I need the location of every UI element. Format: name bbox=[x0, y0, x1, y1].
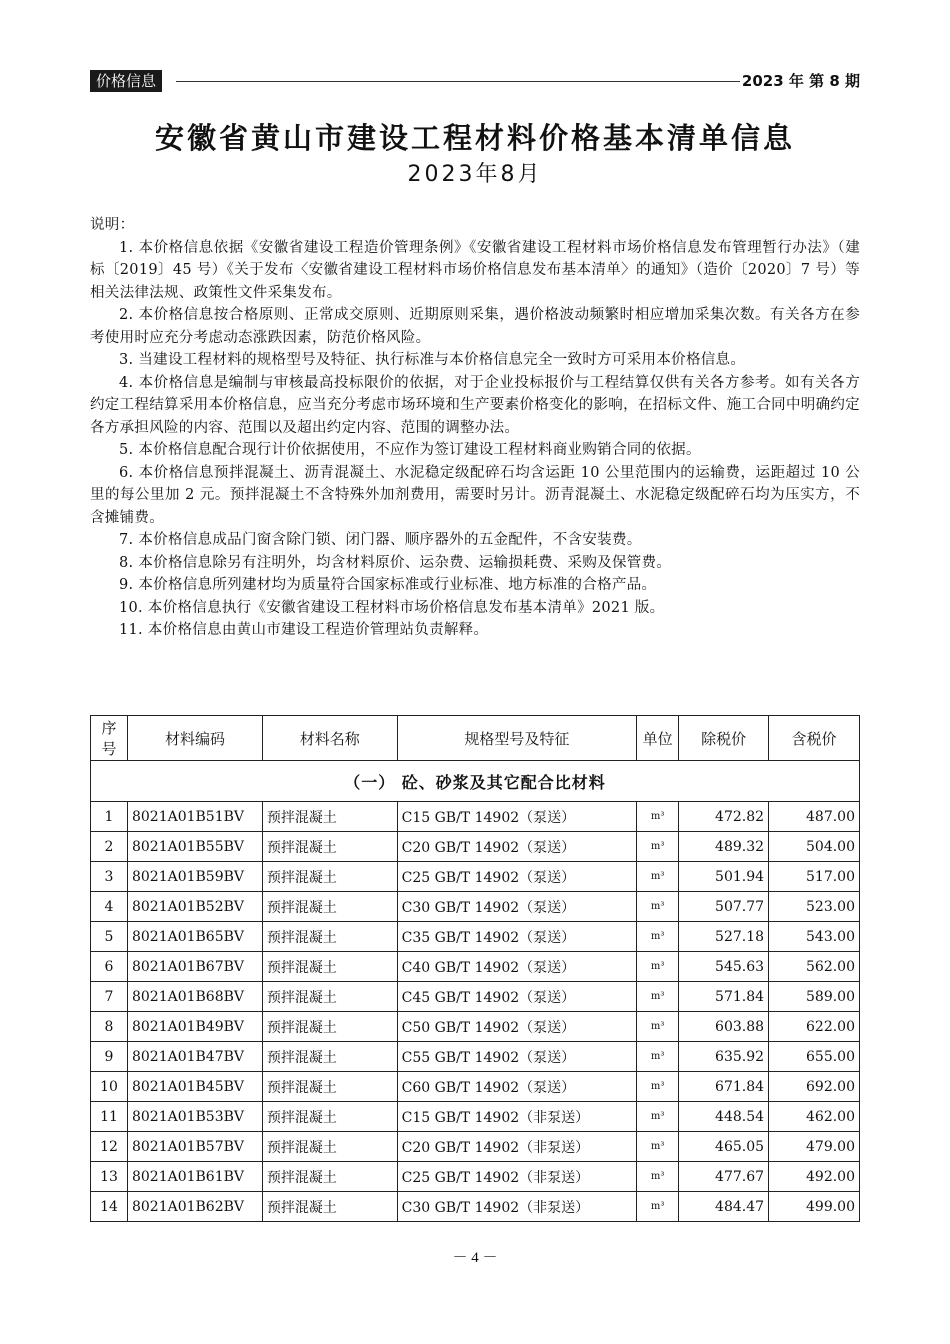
unit: m³ bbox=[637, 802, 679, 832]
price-ex-tax: 465.05 bbox=[679, 1132, 769, 1162]
row-index: 10 bbox=[91, 1072, 128, 1102]
material-code: 8021A01B53BV bbox=[127, 1102, 262, 1132]
page-subtitle: 2023年8月 bbox=[407, 162, 543, 187]
table-row bbox=[91, 1012, 860, 1042]
unit: m³ bbox=[637, 1072, 679, 1102]
unit: m³ bbox=[637, 922, 679, 952]
unit: m³ bbox=[637, 1042, 679, 1072]
spec: C30 GB/T 14902（非泵送） bbox=[397, 1192, 637, 1222]
material-code: 8021A01B67BV bbox=[127, 952, 262, 982]
col-header-unit: 单位 bbox=[637, 716, 679, 761]
note-item: 1. 本价格信息依据《安徽省建设工程造价管理条例》《安徽省建设工程材料市场价格信息发布管理暂行办法》（建标〔2019〕45 号）《关于发布〈安徽省建设工程材料市场价格信息发布基本清单〉的通知》（造价〔2020〕7 号）等相关法律法规、政策性文件采集发布。 bbox=[90, 239, 860, 301]
row-index: 2 bbox=[91, 832, 128, 862]
row-index: 6 bbox=[91, 952, 128, 982]
row-index: 1 bbox=[91, 802, 128, 832]
material-code: 8021A01B57BV bbox=[127, 1132, 262, 1162]
material-code: 8021A01B52BV bbox=[127, 892, 262, 922]
note-item: 11. 本价格信息由黄山市建设工程造价管理站负责解释。 bbox=[119, 622, 489, 638]
material-code: 8021A01B68BV bbox=[127, 982, 262, 1012]
material-name: 预拌混凝土 bbox=[262, 892, 397, 922]
table-row bbox=[91, 952, 860, 982]
note-item: 5. 本价格信息配合现行计价依据使用，不应作为签订建设工程材料商业购销合同的依据。 bbox=[119, 442, 701, 458]
price-inc-tax: 492.00 bbox=[769, 1162, 860, 1192]
material-name: 预拌混凝土 bbox=[262, 1072, 397, 1102]
header-rule bbox=[176, 81, 740, 82]
note-item: 3. 当建设工程材料的规格型号及特征、执行标准与本价格信息完全一致时方可采用本价格信息。 bbox=[119, 352, 746, 368]
spec: C25 GB/T 14902（泵送） bbox=[397, 862, 637, 892]
table-row bbox=[91, 802, 860, 832]
price-inc-tax: 462.00 bbox=[769, 1102, 860, 1132]
unit: m³ bbox=[637, 1192, 679, 1222]
col-header-spec: 规格型号及特征 bbox=[397, 716, 637, 761]
material-name: 预拌混凝土 bbox=[262, 1192, 397, 1222]
unit: m³ bbox=[637, 862, 679, 892]
spec: C40 GB/T 14902（泵送） bbox=[397, 952, 637, 982]
row-index: 14 bbox=[91, 1192, 128, 1222]
table-row bbox=[91, 1192, 860, 1222]
price-ex-tax: 545.63 bbox=[679, 952, 769, 982]
material-code: 8021A01B45BV bbox=[127, 1072, 262, 1102]
notes-heading: 说明： bbox=[90, 217, 135, 233]
spec: C60 GB/T 14902（泵送） bbox=[397, 1072, 637, 1102]
price-inc-tax: 562.00 bbox=[769, 952, 860, 982]
material-code: 8021A01B55BV bbox=[127, 832, 262, 862]
material-name: 预拌混凝土 bbox=[262, 802, 397, 832]
row-index: 12 bbox=[91, 1132, 128, 1162]
price-inc-tax: 622.00 bbox=[769, 1012, 860, 1042]
spec: C15 GB/T 14902（非泵送） bbox=[397, 1102, 637, 1132]
row-index: 3 bbox=[91, 862, 128, 892]
material-name: 预拌混凝土 bbox=[262, 922, 397, 952]
row-index: 11 bbox=[91, 1102, 128, 1132]
material-code: 8021A01B49BV bbox=[127, 1012, 262, 1042]
price-ex-tax: 571.84 bbox=[679, 982, 769, 1012]
price-inc-tax: 589.00 bbox=[769, 982, 860, 1012]
price-ex-tax: 489.32 bbox=[679, 832, 769, 862]
material-code: 8021A01B51BV bbox=[127, 802, 262, 832]
material-name: 预拌混凝土 bbox=[262, 1042, 397, 1072]
page-title: 安徽省黄山市建设工程材料价格基本清单信息 bbox=[154, 121, 795, 155]
unit: m³ bbox=[637, 952, 679, 982]
price-ex-tax: 527.18 bbox=[679, 922, 769, 952]
price-inc-tax: 655.00 bbox=[769, 1042, 860, 1072]
price-ex-tax: 472.82 bbox=[679, 802, 769, 832]
price-inc-tax: 487.00 bbox=[769, 802, 860, 832]
table-row bbox=[91, 1042, 860, 1072]
unit: m³ bbox=[637, 1132, 679, 1162]
row-index: 8 bbox=[91, 1012, 128, 1042]
col-header-price-inc-tax: 含税价 bbox=[769, 716, 860, 761]
material-code: 8021A01B62BV bbox=[127, 1192, 262, 1222]
table-row bbox=[91, 1132, 860, 1162]
price-ex-tax: 484.47 bbox=[679, 1192, 769, 1222]
notes-section bbox=[90, 214, 860, 642]
row-index: 4 bbox=[91, 892, 128, 922]
material-name: 预拌混凝土 bbox=[262, 1162, 397, 1192]
price-ex-tax: 671.84 bbox=[679, 1072, 769, 1102]
price-inc-tax: 479.00 bbox=[769, 1132, 860, 1162]
table-row bbox=[91, 1102, 860, 1132]
spec: C35 GB/T 14902（泵送） bbox=[397, 922, 637, 952]
price-ex-tax: 501.94 bbox=[679, 862, 769, 892]
table-row bbox=[91, 892, 860, 922]
price-inc-tax: 523.00 bbox=[769, 892, 860, 922]
col-header-code: 材料编码 bbox=[127, 716, 262, 761]
price-table bbox=[90, 715, 860, 1222]
section-title: （一） 砼、砂浆及其它配合比材料 bbox=[91, 761, 860, 802]
price-inc-tax: 504.00 bbox=[769, 832, 860, 862]
unit: m³ bbox=[637, 982, 679, 1012]
col-header-index: 序号 bbox=[91, 716, 128, 761]
row-index: 13 bbox=[91, 1162, 128, 1192]
table-row bbox=[91, 1162, 860, 1192]
material-name: 预拌混凝土 bbox=[262, 832, 397, 862]
spec: C55 GB/T 14902（泵送） bbox=[397, 1042, 637, 1072]
unit: m³ bbox=[637, 1012, 679, 1042]
material-name: 预拌混凝土 bbox=[262, 982, 397, 1012]
table-row bbox=[91, 922, 860, 952]
spec: C20 GB/T 14902（非泵送） bbox=[397, 1132, 637, 1162]
material-code: 8021A01B61BV bbox=[127, 1162, 262, 1192]
col-header-price-ex-tax: 除税价 bbox=[679, 716, 769, 761]
issue-label: 2023 年 第 8 期 bbox=[741, 72, 860, 90]
spec: C50 GB/T 14902（泵送） bbox=[397, 1012, 637, 1042]
unit: m³ bbox=[637, 1102, 679, 1132]
material-code: 8021A01B65BV bbox=[127, 922, 262, 952]
unit: m³ bbox=[637, 892, 679, 922]
price-inc-tax: 543.00 bbox=[769, 922, 860, 952]
material-name: 预拌混凝土 bbox=[262, 952, 397, 982]
material-name: 预拌混凝土 bbox=[262, 1012, 397, 1042]
section-row bbox=[91, 761, 860, 802]
note-item: 8. 本价格信息除另有注明外，均含材料原价、运杂费、运输损耗费、采购及保管费。 bbox=[119, 554, 672, 571]
spec: C45 GB/T 14902（泵送） bbox=[397, 982, 637, 1012]
running-header bbox=[90, 70, 860, 94]
spec: C15 GB/T 14902（泵送） bbox=[397, 802, 637, 832]
note-item: 4. 本价格信息是编制与审核最高投标限价的依据，对于企业投标报价与工程结算仅供有关各方参考。如有关各方约定工程结算采用本价格信息，应当充分考虑市场环境和生产要素价格变化的影响，在招标文件、施工合同中明确约定各方承担风险的内容、范围以及超出约定内容、范围的调整办法。 bbox=[90, 374, 860, 436]
table-row bbox=[91, 1072, 860, 1102]
table-header-row bbox=[91, 716, 860, 761]
price-inc-tax: 517.00 bbox=[769, 862, 860, 892]
price-ex-tax: 477.67 bbox=[679, 1162, 769, 1192]
row-index: 7 bbox=[91, 982, 128, 1012]
spec: C20 GB/T 14902（泵送） bbox=[397, 832, 637, 862]
unit: m³ bbox=[637, 832, 679, 862]
note-item: 10. 本价格信息执行《安徽省建设工程材料市场价格信息发布基本清单》2021 版。 bbox=[119, 599, 665, 616]
material-name: 预拌混凝土 bbox=[262, 862, 397, 892]
material-code: 8021A01B47BV bbox=[127, 1042, 262, 1072]
price-inc-tax: 692.00 bbox=[769, 1072, 860, 1102]
price-ex-tax: 507.77 bbox=[679, 892, 769, 922]
material-name: 预拌混凝土 bbox=[262, 1102, 397, 1132]
note-item: 6. 本价格信息预拌混凝土、沥青混凝土、水泥稳定级配碎石均含运距 10 公里范围内的运输费，运距超过 10 公里的每公里加 2 元。预拌混凝土不含特殊外加剂费用，需要时另计。沥青混凝土、水泥稳定级配碎石均为压实方，不含摊铺费。 bbox=[90, 464, 860, 526]
note-item: 2. 本价格信息按合格原则、正常成交原则、近期原则采集，遇价格波动频繁时相应增加采集次数。有关各方在参考使用时应充分考虑动态涨跌因素，防范价格风险。 bbox=[90, 307, 860, 346]
col-header-name: 材料名称 bbox=[262, 716, 397, 761]
note-item: 9. 本价格信息所列建材均为质量符合国家标准或行业标准、地方标准的合格产品。 bbox=[119, 577, 657, 593]
note-item: 7. 本价格信息成品门窗含除门锁、闭门器、顺序器外的五金配件，不含安装费。 bbox=[119, 532, 642, 548]
table-row bbox=[91, 982, 860, 1012]
row-index: 9 bbox=[91, 1042, 128, 1072]
spec: C25 GB/T 14902（非泵送） bbox=[397, 1162, 637, 1192]
section-tag: 价格信息 bbox=[90, 70, 162, 92]
price-ex-tax: 448.54 bbox=[679, 1102, 769, 1132]
page-number: － 4 － bbox=[452, 1250, 498, 1266]
unit: m³ bbox=[637, 1162, 679, 1192]
price-inc-tax: 499.00 bbox=[769, 1192, 860, 1222]
spec: C30 GB/T 14902（泵送） bbox=[397, 892, 637, 922]
material-name: 预拌混凝土 bbox=[262, 1132, 397, 1162]
table-row bbox=[91, 862, 860, 892]
price-ex-tax: 603.88 bbox=[679, 1012, 769, 1042]
table-row bbox=[91, 832, 860, 862]
row-index: 5 bbox=[91, 922, 128, 952]
price-ex-tax: 635.92 bbox=[679, 1042, 769, 1072]
material-code: 8021A01B59BV bbox=[127, 862, 262, 892]
